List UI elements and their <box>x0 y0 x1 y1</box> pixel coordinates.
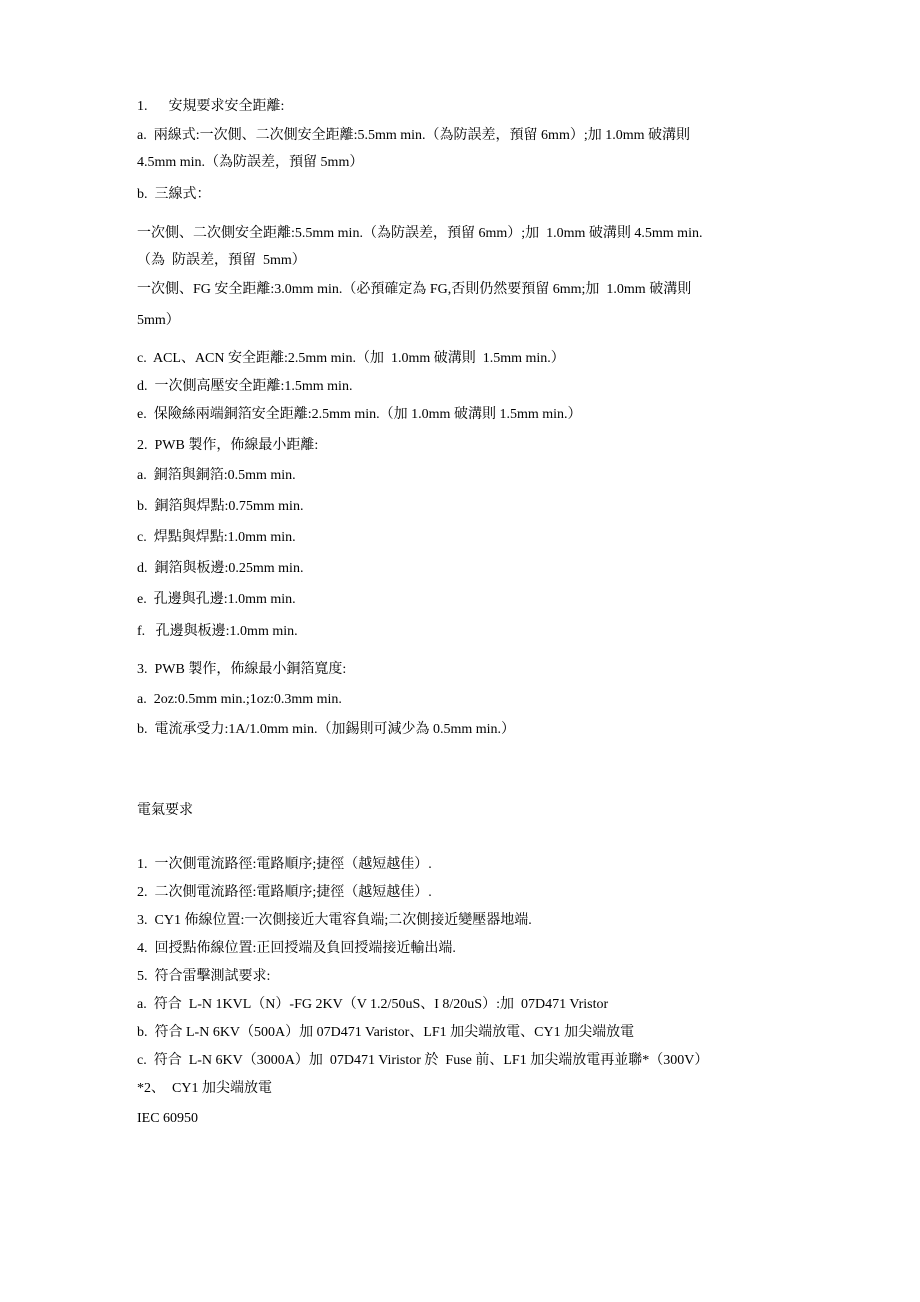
text-line: b. 三線式： <box>137 187 211 202</box>
text-line: b. 符合 L-N 6KV（500A）加 07D471 Varistor、LF1 加尖端放電、CY1 加尖端放電 <box>137 1025 635 1040</box>
section-heading-pwb-width: 3. PWB 製作，佈線最小銅箔寬度: <box>137 662 347 677</box>
text-line: IEC 60950 <box>137 1111 199 1126</box>
text-line: （為 防誤差，預留 5mm） <box>137 253 306 268</box>
text-line: 5mm） <box>137 313 180 328</box>
section-heading-electrical: 電氣要求 <box>137 803 193 818</box>
section-heading-pwb-distance: 2. PWB 製作，佈線最小距離: <box>137 438 319 453</box>
text-line: 3. CY1 佈線位置:一次側接近大電容負端;二次側接近變壓器地端. <box>137 913 532 928</box>
text-line: d. 一次側高壓安全距離:1.5mm min. <box>137 379 353 394</box>
text-line: 4.5mm min.（為防誤差，預留 5mm） <box>137 155 364 170</box>
text-line: a. 符合 L-N 1KVL（N）-FG 2KV（V 1.2/50uS、I 8/20uS）:加 07D471 Vristor <box>137 997 609 1012</box>
text-line: 5. 符合雷擊測試要求: <box>137 969 271 984</box>
text-line: a. 兩線式:一次側、二次側安全距離:5.5mm min.（為防誤差，預留 6mm）;加 1.0mm 破溝則 <box>137 128 690 143</box>
text-line: 2. 二次側電流路徑:電路順序;捷徑（越短越佳）. <box>137 885 432 900</box>
text-line: d. 銅箔與板邊:0.25mm min. <box>137 561 304 576</box>
text-line: 4. 回授點佈線位置:正回授端及負回授端接近輸出端. <box>137 941 456 956</box>
text-line: c. ACL、ACN 安全距離:2.5mm min.（加 1.0mm 破溝則 1.5mm min.） <box>137 351 565 366</box>
text-line: c. 焊點與焊點:1.0mm min. <box>137 530 296 545</box>
text-line: 一次側、FG 安全距離:3.0mm min.（必預確定為 FG,否則仍然要預留 6mm;加 1.0mm 破溝則 <box>137 282 692 297</box>
text-line: 一次側、二次側安全距離:5.5mm min.（為防誤差，預留 6mm）;加 1.0mm 破溝則 4.5mm min. <box>137 226 703 241</box>
text-line: c. 符合 L-N 6KV（3000A）加 07D471 Viristor 於 Fuse 前、LF1 加尖端放電再並聯*（300V） <box>137 1053 709 1068</box>
text-line: a. 銅箔與銅箔:0.5mm min. <box>137 468 296 483</box>
text-line: *2、 CY1 加尖端放電 <box>137 1081 272 1096</box>
text-line: b. 電流承受力:1A/1.0mm min.（加錫則可減少為 0.5mm min.） <box>137 722 516 737</box>
text-line: e. 保險絲兩端銅箔安全距離:2.5mm min.（加 1.0mm 破溝則 1.5mm min.） <box>137 407 582 422</box>
text-line: a. 2oz:0.5mm min.;1oz:0.3mm min. <box>137 692 342 707</box>
text-line: e. 孔邊與孔邊:1.0mm min. <box>137 592 296 607</box>
section-heading-safety: 1. 安規要求安全距離: <box>137 99 285 114</box>
text-line: 1. 一次側電流路徑:電路順序;捷徑（越短越佳）. <box>137 857 432 872</box>
text-line: b. 銅箔與焊點:0.75mm min. <box>137 499 304 514</box>
text-line: f. 孔邊與板邊:1.0mm min. <box>137 624 298 639</box>
